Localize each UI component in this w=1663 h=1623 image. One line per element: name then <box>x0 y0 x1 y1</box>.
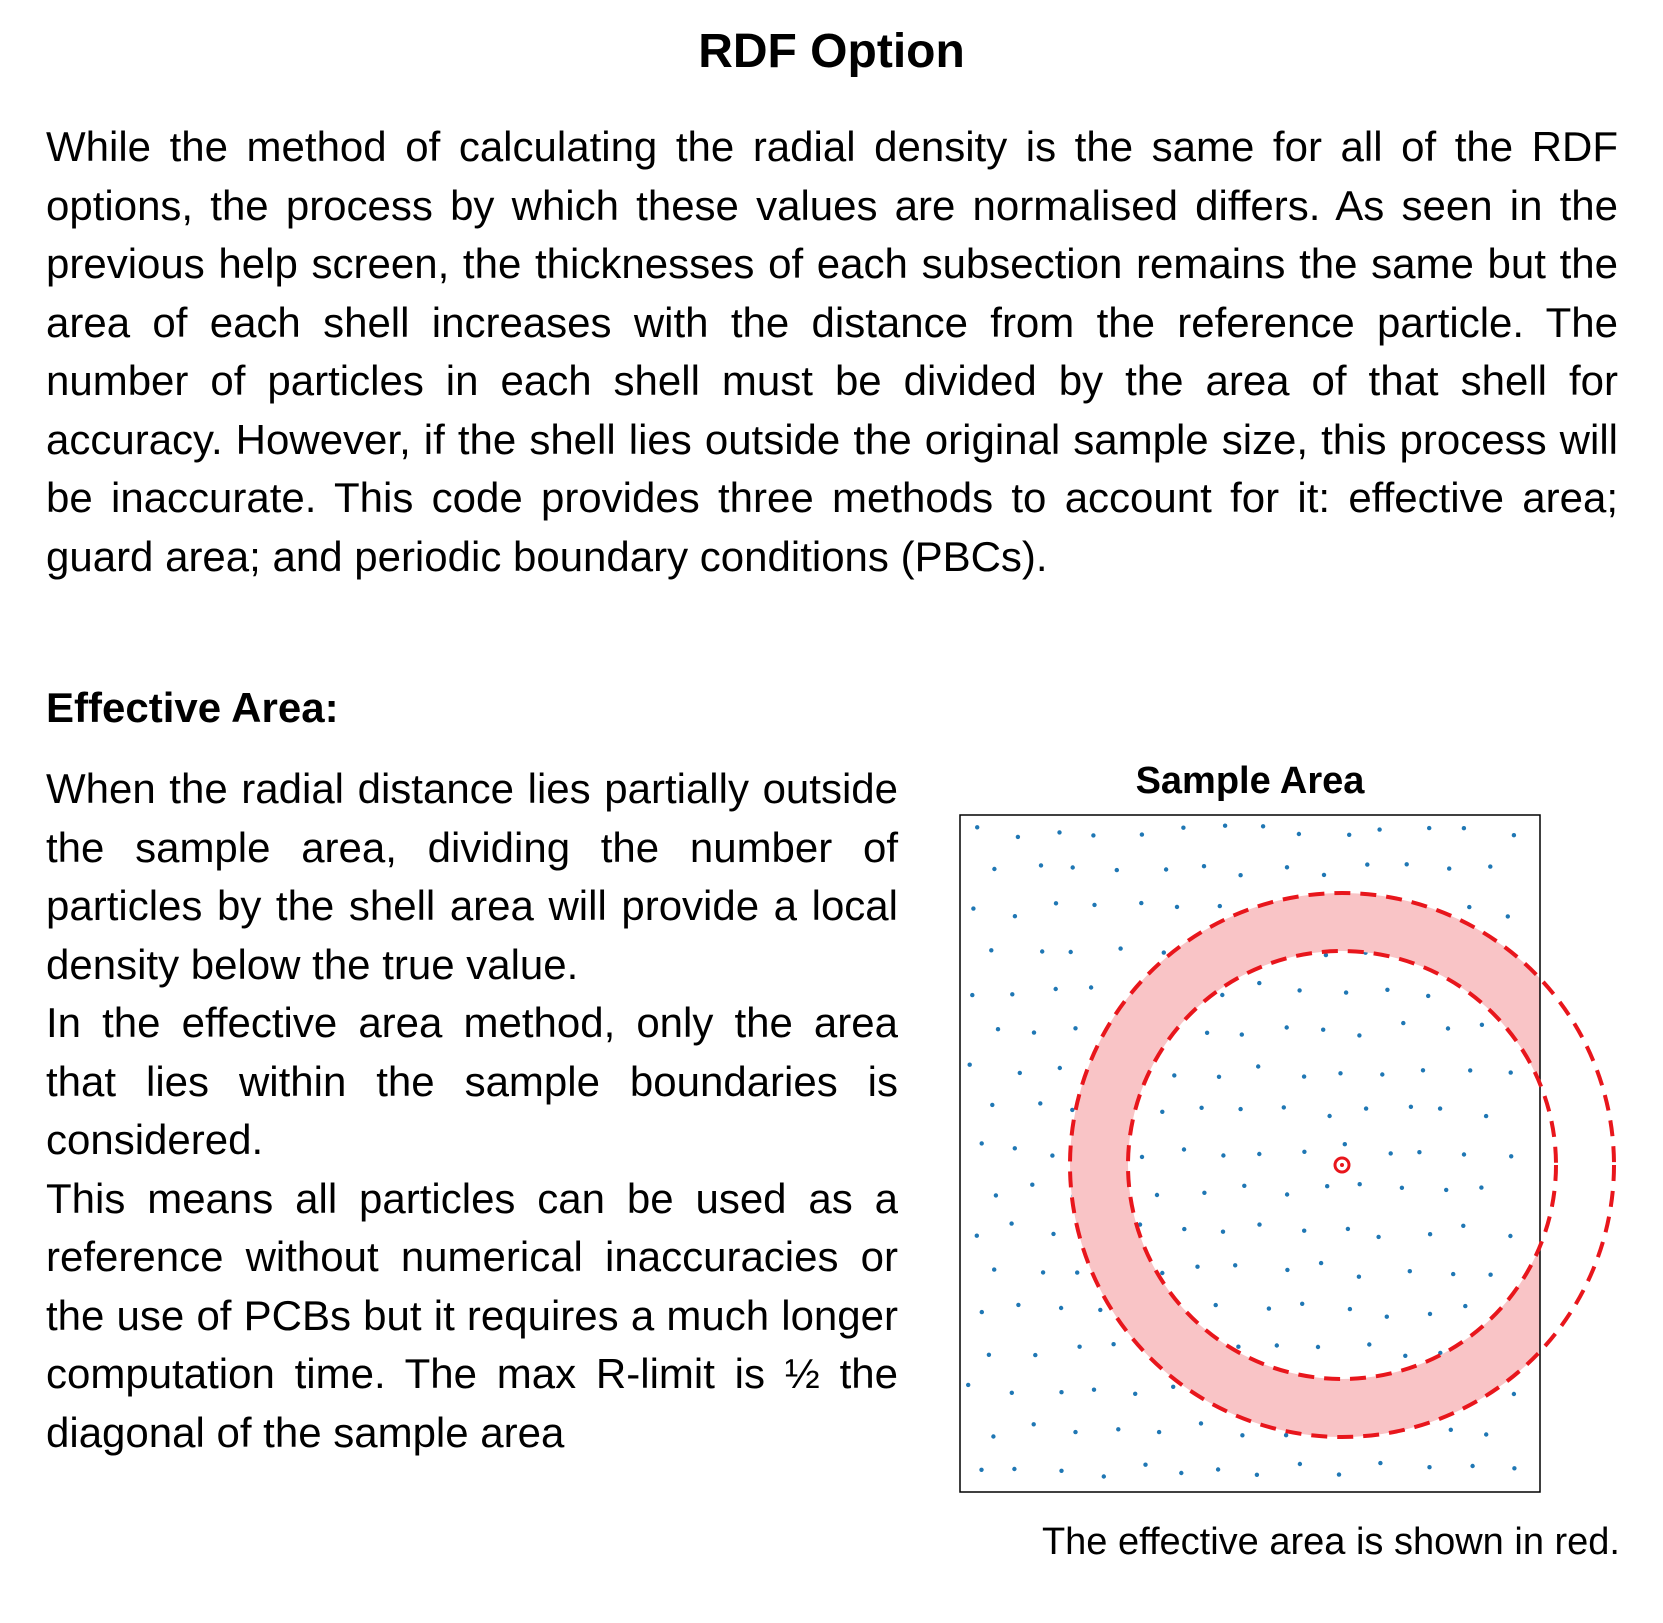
particle <box>1509 1154 1513 1158</box>
particle <box>1032 1422 1036 1426</box>
particle <box>980 1141 984 1145</box>
particle <box>1444 1188 1448 1192</box>
particle <box>1164 867 1168 871</box>
particle <box>994 1193 998 1197</box>
particle <box>1221 1230 1225 1234</box>
particle <box>1338 1071 1342 1075</box>
particle <box>1300 1302 1304 1306</box>
particle <box>1462 1152 1466 1156</box>
intro-paragraph: While the method of calculating the radial density is the same for all of the RDF options, the process by which these values are normalised differs. As seen in the previous help screen, the thicknesses of each subsection remains the same but the area of each shell increases with the distance from the reference particle. The number of particles in each shell must be divided by the area of that shell for accuracy. However, if the shell lies outside the original sample size, this process will be inaccurate. This code provides three methods to account for it: effective area; guard area; and periodic boundary conditions (PBCs). <box>46 123 1618 580</box>
particle <box>992 867 996 871</box>
particle <box>987 1353 991 1357</box>
particle <box>971 906 975 910</box>
particle <box>1033 1353 1037 1357</box>
particle <box>1115 868 1119 872</box>
particle <box>1013 914 1017 918</box>
particle <box>1284 1433 1288 1437</box>
particle <box>1488 864 1492 868</box>
particle <box>1242 1184 1246 1188</box>
particle <box>1118 946 1122 950</box>
particle <box>1075 1270 1079 1274</box>
particle <box>1077 1345 1081 1349</box>
figure-title: Sample Area <box>1135 760 1365 802</box>
particle <box>1480 1023 1484 1027</box>
particle <box>1238 1107 1242 1111</box>
particle <box>1380 1072 1384 1076</box>
particle <box>1040 949 1044 953</box>
particle <box>1202 1191 1206 1195</box>
particle <box>1409 1105 1413 1109</box>
particle <box>1013 1146 1017 1150</box>
particle <box>1009 1221 1013 1225</box>
particle <box>1073 1430 1077 1434</box>
particle <box>1403 1354 1407 1358</box>
particle <box>1321 1028 1325 1032</box>
particle <box>1257 1152 1261 1156</box>
particle <box>1365 862 1369 866</box>
particle <box>1071 865 1075 869</box>
particle <box>1449 1428 1453 1432</box>
particle <box>1199 1106 1203 1110</box>
particle <box>1357 1033 1361 1037</box>
figure-caption: The effective area is shown in red. <box>1041 1521 1620 1563</box>
particle <box>1378 1461 1382 1465</box>
particle <box>1462 826 1466 830</box>
particle <box>1220 993 1224 997</box>
particle <box>1405 862 1409 866</box>
particle <box>1322 873 1326 877</box>
particle <box>1302 1150 1306 1154</box>
particle <box>1484 1432 1488 1436</box>
particle <box>1140 832 1144 836</box>
particle <box>1221 1153 1225 1157</box>
particle <box>1467 905 1471 909</box>
particle <box>1070 1108 1074 1112</box>
paragraph-1: When the radial distance lies partially outside the sample area, dividing the number of particles by the shell area will provide a local density below the true value. <box>46 765 898 988</box>
particle <box>1160 1271 1164 1275</box>
particle <box>1367 1342 1371 1346</box>
particle <box>1302 1074 1306 1078</box>
particle <box>970 993 974 997</box>
particle <box>1217 1075 1221 1079</box>
particle <box>1223 824 1227 828</box>
particle <box>1267 1306 1271 1310</box>
particle <box>1385 988 1389 992</box>
particle <box>979 1468 983 1472</box>
particle <box>1012 1467 1016 1471</box>
particle <box>1508 1234 1512 1238</box>
particle <box>1018 1071 1022 1075</box>
particle <box>1343 1142 1347 1146</box>
particle <box>1058 1066 1062 1070</box>
reference-particle-center <box>1340 1163 1344 1167</box>
particle <box>1255 1473 1259 1477</box>
particle <box>975 825 979 829</box>
particle <box>1285 865 1289 869</box>
particle <box>1347 833 1351 837</box>
particle <box>1032 1030 1036 1034</box>
section-heading-effective-area: Effective Area: <box>46 684 339 731</box>
particle <box>1479 1185 1483 1189</box>
particle <box>1179 1471 1183 1475</box>
particle <box>1233 1263 1237 1267</box>
particle <box>1257 1222 1261 1226</box>
particle <box>1059 1306 1063 1310</box>
particle <box>1438 1106 1442 1110</box>
particle <box>1357 1275 1361 1279</box>
particle <box>1364 1106 1368 1110</box>
particle <box>1468 1068 1472 1072</box>
particle <box>1111 1342 1115 1346</box>
particle <box>1160 1110 1164 1114</box>
particle <box>1236 1345 1240 1349</box>
particle <box>1275 1343 1279 1347</box>
particle <box>1421 1068 1425 1072</box>
particle <box>975 1234 979 1238</box>
particle <box>1172 1073 1176 1077</box>
particle <box>1041 1270 1045 1274</box>
particle <box>1325 1184 1329 1188</box>
particle <box>966 1383 970 1387</box>
particle <box>1451 1272 1455 1276</box>
particle <box>1218 904 1222 908</box>
particle <box>989 948 993 952</box>
particle <box>1139 901 1143 905</box>
particle <box>980 1310 984 1314</box>
particle <box>1408 1269 1412 1273</box>
particle <box>1327 1114 1331 1118</box>
particle <box>1463 1304 1467 1308</box>
particle <box>1484 1114 1488 1118</box>
particle <box>1417 1150 1421 1154</box>
particle <box>1344 990 1348 994</box>
particle <box>1302 1229 1306 1233</box>
particle <box>1447 866 1451 870</box>
particle <box>1050 1153 1054 1157</box>
particle <box>1426 994 1430 998</box>
particle <box>1297 832 1301 836</box>
particle <box>1401 1021 1405 1025</box>
particle <box>1257 981 1261 985</box>
particle <box>1298 1462 1302 1466</box>
particle <box>1261 824 1265 828</box>
particle <box>1506 914 1510 918</box>
particle <box>1016 1303 1020 1307</box>
particle <box>1285 1268 1289 1272</box>
particle <box>1319 1261 1323 1265</box>
particle <box>1054 987 1058 991</box>
particle <box>1182 1227 1186 1231</box>
particle <box>1512 833 1516 837</box>
particle <box>1182 1147 1186 1151</box>
particle <box>1199 1421 1203 1425</box>
particle <box>1059 1469 1063 1473</box>
particle <box>1377 827 1381 831</box>
particle <box>1140 1155 1144 1159</box>
particle <box>1488 1273 1492 1277</box>
particle <box>1461 1224 1465 1228</box>
particle <box>1030 1183 1034 1187</box>
particle <box>1282 1105 1286 1109</box>
particle <box>1240 1433 1244 1437</box>
particle <box>1358 1182 1362 1186</box>
particle <box>1010 992 1014 996</box>
particle <box>1389 1151 1393 1155</box>
particle <box>1512 1392 1516 1396</box>
particle <box>1202 864 1206 868</box>
particle <box>992 1267 996 1271</box>
particle <box>1446 1026 1450 1030</box>
particle <box>1092 903 1096 907</box>
particle <box>1181 826 1185 830</box>
particle <box>1427 1465 1431 1469</box>
particle <box>1195 1265 1199 1269</box>
particle <box>1256 1064 1260 1068</box>
particle <box>1376 1235 1380 1239</box>
particle <box>968 1063 972 1067</box>
particle <box>1059 1390 1063 1394</box>
particle <box>1073 1026 1077 1030</box>
particle <box>1102 1474 1106 1478</box>
particle <box>1054 901 1058 905</box>
particle <box>1205 1031 1209 1035</box>
particle <box>996 1027 1000 1031</box>
particle <box>1143 1463 1147 1467</box>
particle <box>1038 1101 1042 1105</box>
particle <box>1297 988 1301 992</box>
particle <box>1069 950 1073 954</box>
particle <box>990 1103 994 1107</box>
particle <box>1091 833 1095 837</box>
particle <box>1285 1192 1289 1196</box>
particle <box>1214 1303 1218 1307</box>
particle <box>1348 1307 1352 1311</box>
particle <box>1316 1345 1320 1349</box>
particle <box>1133 1392 1137 1396</box>
particle <box>1171 1385 1175 1389</box>
particle <box>1427 826 1431 830</box>
particle <box>991 1434 995 1438</box>
particle <box>1010 1391 1014 1395</box>
particle <box>1092 1388 1096 1392</box>
particle <box>1512 1466 1516 1470</box>
particle <box>1240 1032 1244 1036</box>
particle <box>1509 1070 1513 1074</box>
particle <box>1098 1308 1102 1312</box>
particle <box>1016 835 1020 839</box>
particle <box>1116 1427 1120 1431</box>
particle <box>1400 1186 1404 1190</box>
particle <box>1175 905 1179 909</box>
particle <box>1428 1312 1432 1316</box>
paragraph-3: This means all particles can be used as a reference without numerical inaccuracies or the use of PCBs but it requires a much longer computation time. The max R-limit is ½ the diagonal of the sample area <box>46 1174 898 1456</box>
particle <box>1216 1467 1220 1471</box>
particle <box>1285 1025 1289 1029</box>
particle <box>1428 1232 1432 1236</box>
particle <box>1162 950 1166 954</box>
particle <box>1385 1315 1389 1319</box>
particle <box>1346 1227 1350 1231</box>
particle <box>1337 1472 1341 1476</box>
particle <box>1238 873 1242 877</box>
paragraph-2: In the effective area method, only the area that lies within the sample boundaries is considered. <box>46 999 898 1163</box>
particle <box>1089 985 1093 989</box>
particle <box>1470 1464 1474 1468</box>
particle <box>1039 863 1043 867</box>
particle <box>1057 830 1061 834</box>
particle <box>1157 1430 1161 1434</box>
particle <box>1155 1193 1159 1197</box>
page-title: RDF Option <box>698 25 965 78</box>
particle <box>1051 1232 1055 1236</box>
